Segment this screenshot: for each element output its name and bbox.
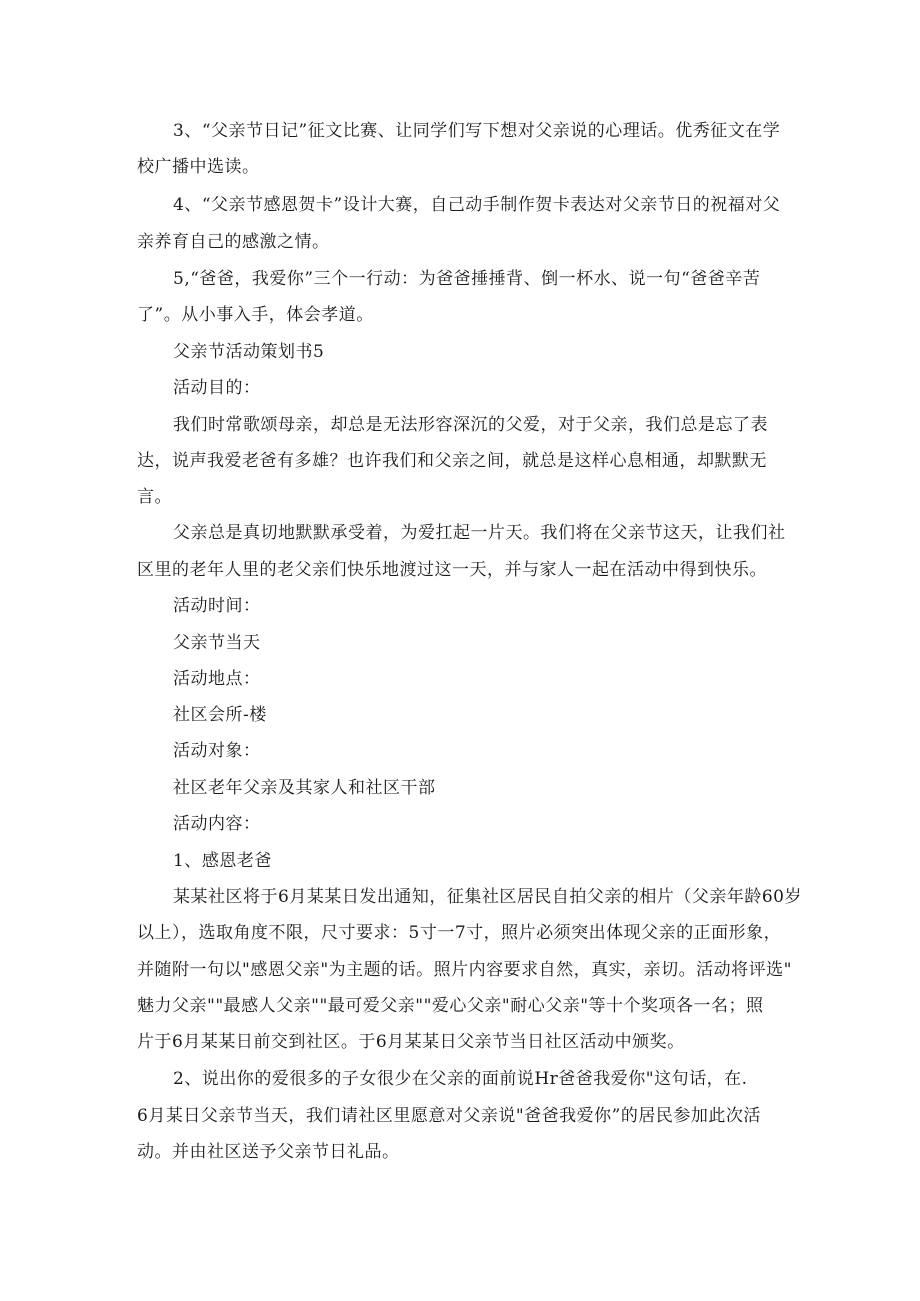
section-title: 父亲节活动策划书5 (173, 342, 325, 362)
text-line: 言。 (137, 487, 172, 507)
text-line: 亲养育自己的感激之情。 (137, 232, 330, 252)
field-label: 活动内容： (173, 814, 261, 834)
field-label: 活动地点： (173, 669, 261, 689)
text-line: 父亲总是真切地默默承受着，为爱扛起一片天。我们将在父亲节这天，让我们社 (173, 523, 786, 543)
text-line: 3、“父亲节日记”征文比赛、让同学们写下想对父亲说的心理话。优秀征文在学 (173, 121, 781, 141)
text-line: 6月某日父亲节当天，我们请社区里愿意对父亲说"爸爸我爱你”的居民参加此次活 (137, 1106, 761, 1126)
field-value: 社区会所-楼 (173, 705, 267, 725)
text-line: 4、“父亲节感恩贺卡”设计大赛，自己动手制作贺卡表达对父亲节日的祝福对父 (173, 195, 781, 215)
text-line: 片于6月某某日前交到社区。于6月某某日父亲节当日社区活动中颁奖。 (137, 1032, 685, 1052)
text-line: 动。并由社区送予父亲节日礼品。 (137, 1142, 400, 1162)
field-label: 活动目的： (173, 378, 261, 398)
field-value: 社区老年父亲及其家人和社区干部 (173, 778, 436, 798)
text-line: 达，说声我爱老爸有多雄？也许我们和父亲之间，就总是这样心息相通，却默默无 (137, 451, 767, 471)
text-line: 并随附一句以"感恩父亲"为主题的话。照片内容要求自然，真实，亲切。活动将评选" (137, 960, 792, 980)
field-label: 活动对象： (173, 741, 261, 761)
text-line: 5,“爸爸，我爱你”三个一行动：为爸爸捶捶背、倒一杯水、说一句“爸爸辛苦 (173, 269, 761, 289)
subsection-title: 1、感恩老爸 (173, 851, 272, 871)
text-line: 我们时常歌颂母亲，却总是无法形容深沉的父爱，对于父亲，我们总是忘了表 (173, 415, 768, 435)
text-line: 了”。从小事入手，体会孝道。 (137, 305, 374, 325)
field-label: 活动时间： (173, 596, 261, 616)
text-line: 区里的老年人里的老父亲们快乐地渡过这一天，并与家人一起在活动中得到快乐。 (137, 560, 767, 580)
text-line: 以上），选取角度不限，尺寸要求：5寸一7寸，照片必须突出体现父亲的正面形象， (137, 923, 782, 943)
text-line: 魅力父亲""最感人父亲""最可爱父亲""爱心父亲"耐心父亲"等十个奖项各一名；照 (137, 996, 764, 1016)
text-line: 某某社区将于6月某某日发出通知，征集社区居民自拍父亲的相片（父亲年龄60岁 (173, 887, 802, 907)
field-value: 父亲节当天 (173, 633, 261, 653)
subsection-title: 2、说出你的爱很多的子女很少在父亲的面前说Hr爸爸我爱你"这句话，在. (173, 1069, 748, 1089)
text-line: 校广播中选读。 (137, 157, 260, 177)
